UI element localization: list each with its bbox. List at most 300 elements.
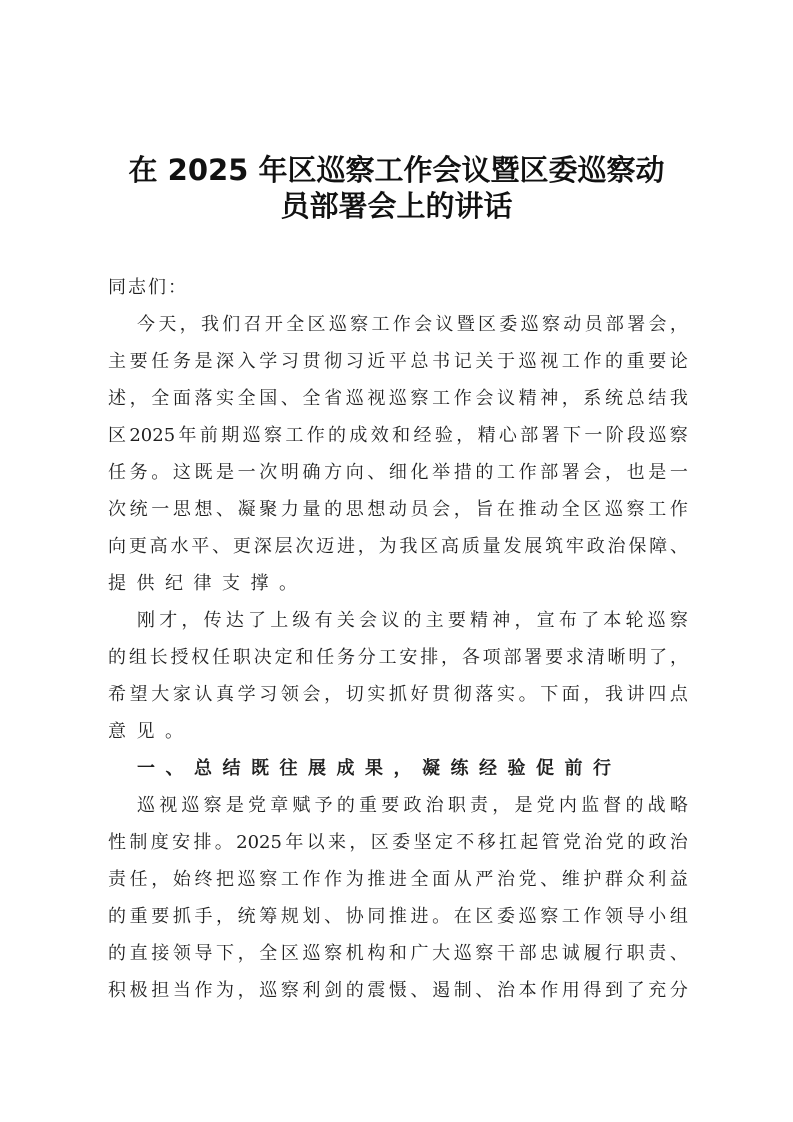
text-glyph: 推: [367, 869, 386, 890]
text-glyph: 。: [214, 832, 233, 853]
text-glyph: 议: [435, 314, 454, 335]
text-glyph: 察: [540, 906, 559, 927]
text-glyph: 区: [475, 906, 494, 927]
text-glyph: 是: [194, 351, 213, 372]
text-glyph: 职: [232, 647, 251, 668]
text-glyph: 会: [359, 610, 378, 631]
text-glyph: 轮: [625, 610, 644, 631]
text-glyph: 我: [669, 388, 688, 409]
text-glyph: 实: [496, 684, 515, 705]
text-glyph: 彻: [453, 684, 472, 705]
section-heading-1: 一、总结既往展成果，凝练经验促前行: [137, 758, 622, 779]
text-glyph: 讲: [626, 684, 645, 705]
text-glyph: 的: [336, 795, 355, 816]
text-glyph: 赋: [292, 795, 311, 816]
text-glyph: 全: [410, 869, 429, 890]
text-glyph: 一: [669, 462, 688, 483]
text-glyph: ，: [453, 499, 472, 520]
text-glyph: ，: [357, 536, 376, 557]
text-glyph: 平: [388, 351, 407, 372]
text-glyph: 落: [194, 388, 213, 409]
text-glyph: 的: [625, 795, 644, 816]
text-glyph: 剑: [324, 980, 343, 1001]
text-glyph: 述: [108, 388, 126, 409]
text-glyph: 巡: [518, 351, 537, 372]
text-glyph: 工: [648, 499, 667, 520]
text-glyph: ，: [324, 684, 343, 705]
text-glyph: 作: [669, 499, 688, 520]
text-glyph: 接: [151, 943, 170, 964]
text-glyph: 次: [259, 462, 278, 483]
text-glyph: 任: [212, 647, 231, 668]
text-glyph: 阶: [605, 425, 624, 446]
text-glyph: 护: [583, 869, 602, 890]
paragraph-2-line: [108, 645, 688, 671]
text-glyph: 领: [280, 684, 299, 705]
text-glyph: 我: [605, 684, 624, 705]
text-glyph: 极: [129, 980, 148, 1001]
text-glyph: 了: [248, 610, 267, 631]
text-glyph: 旨: [475, 499, 494, 520]
text-glyph: 巡: [345, 388, 364, 409]
text-glyph: 要: [648, 351, 667, 372]
text-glyph: 本: [518, 980, 537, 1001]
text-glyph: 2025: [236, 832, 282, 853]
text-glyph: 度: [150, 832, 169, 853]
text-glyph: 次: [108, 499, 126, 520]
text-glyph: 高: [441, 536, 459, 557]
text-glyph: 当: [172, 980, 191, 1001]
text-glyph: 习: [280, 351, 299, 372]
text-glyph: 年: [285, 832, 304, 853]
text-glyph: 总: [626, 388, 645, 409]
paragraph-1-line: [108, 423, 688, 449]
text-glyph: 主: [108, 351, 126, 372]
text-glyph: 既: [194, 462, 213, 483]
text-glyph: 领: [172, 943, 191, 964]
text-glyph: 深: [253, 536, 272, 557]
text-glyph: 划: [302, 906, 321, 927]
text-glyph: 务: [172, 351, 191, 372]
text-glyph: 章: [270, 795, 289, 816]
text-glyph: 会: [414, 314, 433, 335]
text-glyph: 全: [302, 388, 321, 409]
text-glyph: 一: [151, 499, 170, 520]
paragraph-3-line: [108, 978, 688, 1004]
text-glyph: 排: [420, 647, 439, 668]
text-glyph: 巡: [237, 869, 256, 890]
text-glyph: 干: [496, 943, 515, 964]
text-glyph: 确: [302, 462, 321, 483]
text-glyph: 职: [626, 943, 645, 964]
text-glyph: 区: [370, 832, 389, 853]
text-glyph: 省: [324, 388, 343, 409]
text-glyph: 学: [259, 351, 278, 372]
text-glyph: 不: [456, 832, 475, 853]
text-glyph: ，: [456, 425, 475, 446]
text-glyph: 前: [199, 425, 218, 446]
text-glyph: 规: [280, 906, 299, 927]
text-glyph: 移: [477, 832, 496, 853]
text-glyph: 充: [648, 980, 667, 1001]
text-glyph: 安: [172, 832, 191, 853]
text-glyph: 要: [129, 351, 148, 372]
text-glyph: 工: [285, 425, 304, 446]
text-glyph: 认: [194, 684, 213, 705]
text-glyph: 会: [648, 314, 667, 335]
text-glyph: ，: [561, 388, 580, 409]
text-glyph: 构: [367, 943, 386, 964]
text-glyph: 区: [307, 314, 326, 335]
text-glyph: 下: [216, 943, 235, 964]
text-glyph: 务: [336, 647, 355, 668]
text-glyph: 巡: [259, 980, 278, 1001]
text-glyph: 向: [345, 462, 364, 483]
text-glyph: 彻: [324, 351, 343, 372]
text-glyph: 进: [410, 906, 429, 927]
text-glyph: 是: [648, 462, 667, 483]
text-glyph: 予: [314, 795, 333, 816]
text-glyph: 习: [345, 351, 364, 372]
text-glyph: 细: [388, 462, 407, 483]
text-glyph: 要: [381, 795, 400, 816]
text-glyph: 今: [137, 314, 155, 335]
text-glyph: 这: [172, 462, 191, 483]
text-glyph: 期: [221, 425, 240, 446]
text-glyph: 长: [149, 647, 168, 668]
text-glyph: 在: [453, 906, 472, 927]
text-glyph: 抓: [388, 684, 407, 705]
text-glyph: 学: [237, 684, 256, 705]
text-glyph: 作: [540, 980, 559, 1001]
text-glyph: 党: [248, 795, 267, 816]
text-glyph: 实: [367, 684, 386, 705]
text-glyph: 为: [216, 980, 235, 1001]
paragraph-2-line: [108, 682, 688, 708]
text-glyph: 好: [410, 684, 429, 705]
text-glyph: 授: [170, 647, 189, 668]
text-glyph: 下: [563, 425, 581, 446]
text-glyph: ，: [179, 314, 198, 335]
text-glyph: 起: [520, 832, 539, 853]
text-glyph: ，: [514, 610, 533, 631]
text-glyph: ，: [237, 943, 256, 964]
text-glyph: 任: [108, 462, 126, 483]
text-glyph: 作: [306, 425, 325, 446]
text-glyph: ，: [349, 832, 368, 853]
text-glyph: 层: [274, 536, 293, 557]
text-glyph: 切: [345, 684, 364, 705]
paragraph-1-line: [108, 349, 688, 375]
text-glyph: 行: [605, 943, 624, 964]
text-glyph: 察: [263, 425, 282, 446]
text-glyph: 作: [392, 314, 411, 335]
text-glyph: 政: [403, 795, 422, 816]
text-glyph: 实: [216, 388, 235, 409]
text-glyph: 把: [216, 869, 235, 890]
text-glyph: 国: [259, 388, 278, 409]
text-glyph: 天: [158, 314, 177, 335]
text-glyph: 统: [605, 388, 624, 409]
text-glyph: 的: [108, 906, 126, 927]
text-glyph: 安: [399, 647, 418, 668]
text-glyph: ，: [237, 980, 256, 1001]
text-glyph: 任: [316, 647, 335, 668]
text-glyph: 治: [425, 795, 444, 816]
text-glyph: 全: [151, 388, 170, 409]
text-glyph: 排: [193, 832, 212, 853]
paragraph-1-line: [108, 460, 688, 486]
text-glyph: 明: [280, 462, 299, 483]
text-glyph: 的: [475, 462, 494, 483]
text-glyph: 传: [203, 610, 222, 631]
text-glyph: 视: [367, 388, 386, 409]
text-glyph: ，: [583, 684, 602, 705]
text-glyph: 清: [586, 647, 605, 668]
text-glyph: 们: [222, 314, 241, 335]
text-glyph: 全: [286, 314, 305, 335]
text-glyph: 制: [453, 980, 472, 1001]
text-glyph: 动: [540, 499, 559, 520]
text-glyph: 务: [129, 462, 148, 483]
text-glyph: 会: [583, 462, 602, 483]
text-glyph: 主: [425, 610, 444, 631]
text-glyph: 察: [350, 314, 369, 335]
text-glyph: 的: [324, 499, 343, 520]
text-glyph: 和: [295, 647, 314, 668]
paragraph-1-line: [108, 534, 688, 560]
text-glyph: 要: [545, 647, 564, 668]
text-glyph: 抓: [172, 906, 191, 927]
text-glyph: 巡: [181, 795, 200, 816]
text-glyph: 系: [583, 388, 602, 409]
text-glyph: 召: [243, 314, 262, 335]
text-glyph: 广: [410, 943, 429, 964]
text-glyph: 才: [159, 610, 178, 631]
text-glyph: 署: [524, 647, 543, 668]
text-glyph: 暨: [456, 314, 475, 335]
text-glyph: 水: [170, 536, 189, 557]
text-glyph: 作: [583, 351, 602, 372]
text-glyph: 会: [302, 684, 321, 705]
text-glyph: 察: [410, 388, 429, 409]
text-glyph: 众: [626, 869, 645, 890]
text-glyph: 担: [151, 980, 170, 1001]
text-glyph: 员: [410, 499, 429, 520]
text-glyph: 重: [626, 351, 645, 372]
text-glyph: 全: [259, 943, 278, 964]
text-glyph: 了: [581, 610, 600, 631]
text-glyph: 内: [558, 795, 577, 816]
text-glyph: 坚: [413, 832, 432, 853]
text-glyph: 凝: [237, 499, 256, 520]
text-glyph: 巡: [520, 314, 539, 335]
text-glyph: 协: [345, 906, 364, 927]
text-glyph: 举: [432, 462, 451, 483]
text-glyph: 巡: [648, 425, 667, 446]
text-glyph: 定: [274, 647, 293, 668]
text-glyph: 工: [496, 462, 515, 483]
text-glyph: 精: [477, 425, 496, 446]
text-glyph: 的: [108, 647, 126, 668]
text-glyph: 。: [151, 462, 170, 483]
text-glyph: 、: [367, 462, 386, 483]
text-glyph: 导: [194, 943, 213, 964]
text-glyph: 导: [626, 906, 645, 927]
text-glyph: 责: [108, 869, 126, 890]
text-glyph: 巡: [518, 906, 537, 927]
text-glyph: 分: [357, 647, 376, 668]
text-glyph: 发: [503, 536, 522, 557]
text-glyph: 晰: [607, 647, 626, 668]
text-glyph: 部: [540, 462, 559, 483]
text-glyph: 作: [302, 869, 321, 890]
text-glyph: 巡: [453, 943, 472, 964]
text-glyph: 进: [388, 869, 407, 890]
text-glyph: 统: [129, 499, 148, 520]
paragraph-1-line: [137, 312, 688, 338]
document-title-line-2: 员部署会上的讲话: [280, 189, 513, 223]
text-glyph: 平: [191, 536, 210, 557]
text-glyph: 部: [605, 314, 624, 335]
text-glyph: 工: [371, 314, 390, 335]
text-glyph: 重: [359, 795, 378, 816]
text-glyph: 习: [259, 684, 278, 705]
text-glyph: 结: [648, 388, 667, 409]
text-glyph: ，: [669, 314, 688, 335]
text-glyph: 的: [605, 351, 624, 372]
text-glyph: 组: [669, 906, 688, 927]
text-glyph: 工: [378, 647, 397, 668]
text-glyph: 益: [669, 869, 688, 890]
text-glyph: 作: [194, 980, 213, 1001]
text-glyph: 迈: [316, 536, 335, 557]
text-glyph: 战: [647, 795, 666, 816]
text-glyph: 总: [410, 351, 429, 372]
text-glyph: 严: [475, 869, 494, 890]
text-glyph: ，: [216, 906, 235, 927]
text-glyph: 刚: [137, 610, 155, 631]
text-glyph: 了: [626, 980, 645, 1001]
text-glyph: 方: [324, 462, 343, 483]
text-glyph: ，: [181, 610, 200, 631]
text-glyph: 党: [536, 795, 555, 816]
text-glyph: 重: [129, 906, 148, 927]
text-glyph: 、: [669, 943, 688, 964]
text-glyph: 开: [264, 314, 283, 335]
text-glyph: 治: [584, 832, 603, 853]
text-glyph: 在: [496, 499, 515, 520]
text-glyph: 是: [514, 795, 533, 816]
text-glyph: 精: [470, 610, 489, 631]
text-glyph: 慑: [388, 980, 407, 1001]
text-glyph: 责: [648, 943, 667, 964]
text-glyph: 署: [561, 462, 580, 483]
text-glyph: 要: [447, 610, 466, 631]
text-glyph: 面: [561, 684, 580, 705]
text-glyph: 为: [378, 536, 397, 557]
text-glyph: 议: [496, 388, 515, 409]
text-glyph: 全: [237, 388, 256, 409]
text-glyph: 。: [432, 906, 451, 927]
text-glyph: 从: [453, 869, 472, 890]
text-glyph: 利: [302, 980, 321, 1001]
text-glyph: 扛: [498, 832, 517, 853]
paragraph-3-line: [108, 941, 688, 967]
paragraph-3-line: [108, 867, 688, 893]
text-glyph: 真: [216, 684, 235, 705]
text-glyph: 巡: [242, 425, 261, 446]
text-glyph: 巡: [388, 388, 407, 409]
text-glyph: 区: [583, 499, 602, 520]
paragraph-3-line: [108, 830, 688, 856]
text-glyph: 群: [605, 869, 624, 890]
text-glyph: 神: [540, 388, 559, 409]
text-glyph: 巡: [302, 943, 321, 964]
text-glyph: 精: [518, 388, 537, 409]
text-glyph: 的: [108, 943, 126, 964]
text-glyph: 布: [558, 610, 577, 631]
text-glyph: 同: [367, 906, 386, 927]
text-glyph: 。: [518, 684, 537, 705]
text-glyph: 职: [447, 795, 466, 816]
text-glyph: 2025: [129, 425, 176, 446]
text-glyph: 的: [403, 610, 422, 631]
text-glyph: 记: [453, 351, 472, 372]
text-glyph: 察: [626, 499, 645, 520]
text-glyph: ，: [605, 462, 624, 483]
text-glyph: 、: [669, 536, 688, 557]
text-glyph: 保: [628, 536, 647, 557]
text-glyph: 进: [336, 536, 355, 557]
text-glyph: 察: [475, 943, 494, 964]
text-glyph: 会: [432, 499, 451, 520]
text-glyph: 诚: [561, 943, 580, 964]
text-glyph: 工: [561, 351, 580, 372]
paragraph-1-line: [108, 386, 688, 412]
text-glyph: 效: [370, 425, 389, 446]
text-glyph: 宣: [536, 610, 555, 631]
text-glyph: 下: [540, 684, 559, 705]
text-glyph: 思: [345, 499, 364, 520]
text-glyph: 筑: [545, 536, 564, 557]
text-glyph: 项: [482, 647, 501, 668]
text-glyph: 是: [216, 462, 235, 483]
text-glyph: 和: [388, 943, 407, 964]
text-glyph: 领: [605, 906, 624, 927]
text-glyph: 、: [540, 869, 559, 890]
text-glyph: 家: [172, 684, 191, 705]
text-glyph: 动: [388, 499, 407, 520]
text-glyph: 政: [648, 832, 667, 853]
text-glyph: 全: [561, 499, 580, 520]
text-glyph: 察: [280, 980, 299, 1001]
text-glyph: 利: [648, 869, 667, 890]
text-glyph: 工: [432, 388, 451, 409]
text-glyph: 段: [627, 425, 646, 446]
text-glyph: 想: [194, 499, 213, 520]
text-glyph: 验: [434, 425, 453, 446]
text-glyph: 察: [259, 869, 278, 890]
text-glyph: 督: [603, 795, 622, 816]
text-glyph: 管: [541, 832, 560, 853]
text-glyph: 大: [151, 684, 170, 705]
text-glyph: 心: [498, 425, 517, 446]
text-glyph: 察: [669, 610, 688, 631]
text-glyph: 的: [345, 980, 364, 1001]
text-glyph: 质: [461, 536, 480, 557]
text-glyph: 经: [413, 425, 432, 446]
